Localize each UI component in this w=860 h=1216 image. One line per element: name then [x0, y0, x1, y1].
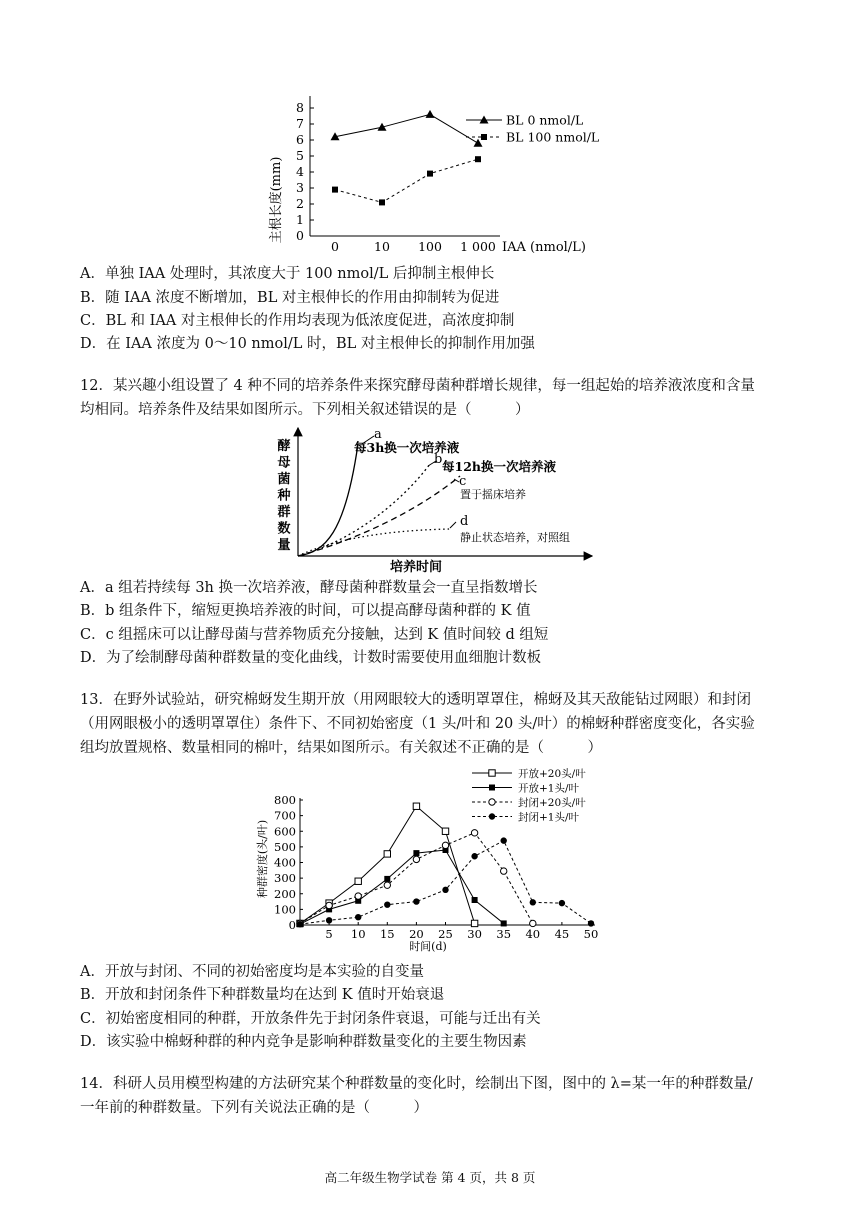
- q13-y-tick-label: 600: [274, 824, 296, 839]
- q13-point-0: [355, 878, 361, 884]
- q12-option-c: C．c 组摇床可以让酵母菌与营养物质充分接触，达到 K 值时间较 d 组短: [80, 627, 549, 643]
- q13-legend-marker-0: [489, 770, 495, 776]
- q13-x-tick-label: 50: [583, 927, 599, 941]
- q13-legend-marker-1: [489, 785, 495, 791]
- q12-stem-line-2: 均相同。培养条件及结果如图所示。下列相关叙述错误的是（ ）: [80, 402, 530, 418]
- curve-a-letter: a: [374, 427, 382, 442]
- q11-y-tick-label: 8: [296, 100, 304, 115]
- q13-x-tick-label: 45: [554, 927, 570, 941]
- q13-point-2: [530, 920, 536, 926]
- q13-option-c: C．初始密度相同的种群，开放条件先于封闭条件衰退，可能与迁出有关: [80, 1011, 541, 1027]
- q11-xlabel: IAA (nmol/L): [502, 240, 586, 255]
- q13-xlabel: 时间(d): [409, 940, 447, 953]
- q13-point-3: [588, 920, 594, 926]
- q13-point-1: [384, 876, 390, 882]
- q12-ylabel-char: 母: [277, 455, 291, 471]
- q13-option-d: D．该实验中棉蚜种群的种内竞争是影响种群数量变化的主要生物因素: [80, 1034, 527, 1050]
- q13-option-a: A．开放与封闭、不同的初始密度均是本实验的自变量: [80, 964, 424, 980]
- q14-stem-line-2: 一年前的种群数量。下列有关说法正确的是（ ）: [80, 1100, 428, 1116]
- q13-point-3: [442, 887, 448, 893]
- q13-point-1: [501, 920, 507, 926]
- q13-point-3: [413, 898, 419, 904]
- q11-point-1: [475, 156, 481, 162]
- q14-stem-line-1: 14．科研人员用模型构建的方法研究某个种群数量的变化时，绘制出下图，图中的 λ=某一年的种群数量/: [80, 1076, 753, 1092]
- q13-y-tick-label: 700: [274, 808, 296, 823]
- yeast-growth-chart: [270, 424, 600, 574]
- q13-x-tick-label: 40: [525, 927, 541, 941]
- q13-legend-label-3: 封闭+1头/叶: [518, 811, 580, 824]
- q11-series-line-1: [335, 159, 478, 202]
- page-footer: 高二年级生物学试卷 第 4 页，共 8 页: [324, 1170, 536, 1185]
- q11-option-c: C．BL 和 IAA 对主根伸长的作用均表现为低浓度促进，高浓度抑制: [80, 313, 515, 329]
- q12-ylabel-char: 量: [277, 538, 291, 553]
- q11-x-tick-label: 0: [331, 239, 339, 254]
- curve-d-note: 静止状态培养，对照组: [460, 531, 570, 544]
- q13-stem-line-3: 组均放置规格、数量相同的棉叶，结果如图所示。有关叙述不正确的是（ ）: [80, 740, 602, 756]
- q11-y-tick-label: 5: [296, 148, 304, 163]
- q13-y-tick-label: 300: [274, 871, 296, 886]
- q11-legend-label-1: BL 100 nmol/L: [506, 129, 600, 145]
- q12-option-b: B．b 组条件下，缩短更换培养液的时间，可以提高酵母菌种群的 K 值: [80, 603, 531, 619]
- q12-ylabel-char: 菌: [277, 472, 291, 487]
- q11-y-tick-label: 0: [296, 228, 304, 243]
- q13-y-tick-label: 800: [274, 793, 296, 807]
- q13-stem-line-2: （用网眼极小的透明罩罩住）条件下、不同初始密度（1 头/叶和 20 头/叶）的棉蚜种群密度变化，各实验: [80, 716, 755, 732]
- q13-point-3: [297, 921, 303, 927]
- q11-x-tick-label: 10: [374, 239, 390, 254]
- q13-series-line-3: [300, 841, 591, 925]
- q13-point-0: [384, 851, 390, 857]
- q11-point-1: [427, 171, 433, 177]
- q12-ylabel-char: 酵: [277, 439, 291, 454]
- q12-ylabel-char: 种: [277, 488, 291, 504]
- iaa-bl-root-chart: [260, 88, 600, 258]
- curve-d-letter: d: [460, 514, 469, 529]
- curve-c-letter: c: [459, 474, 467, 489]
- q12-stem-line-1: 12．某兴趣小组设置了 4 种不同的培养条件来探究酵母菌种群增长规律，每一组起始的培养液浓度和含量: [80, 378, 755, 394]
- curve-d: [298, 529, 450, 556]
- q13-x-tick-label: 20: [409, 927, 424, 941]
- q13-ylabel: 种群密度(头/叶): [256, 819, 269, 899]
- q13-x-tick-label: 35: [496, 927, 512, 941]
- q12-option-a: A．a 组若持续每 3h 换一次培养液，酵母菌种群数量会一直呈指数增长: [80, 580, 538, 596]
- q13-point-0: [413, 803, 419, 809]
- q13-legend-label-2: 封闭+20头/叶: [518, 797, 586, 809]
- aphid-density-chart: [250, 762, 610, 962]
- q13-point-2: [471, 830, 477, 836]
- q13-point-0: [471, 920, 477, 926]
- q13-point-3: [384, 901, 390, 907]
- q13-x-tick-label: 25: [438, 927, 453, 941]
- q12-ylabel-char: 数: [277, 521, 291, 537]
- q13-point-2: [326, 902, 332, 908]
- q13-legend-label-0: 开放+20头/叶: [518, 768, 586, 780]
- q11-y-tick-label: 3: [296, 180, 304, 195]
- q12-xlabel: 培养时间: [390, 560, 443, 574]
- q13-point-2: [501, 868, 507, 874]
- q13-point-3: [501, 837, 507, 843]
- q13-x-tick-label: 5: [325, 927, 333, 941]
- curve-c: [298, 476, 460, 556]
- q13-point-2: [355, 893, 361, 899]
- curve-c-note: 置于摇床培养: [460, 488, 526, 501]
- pointer-d: [450, 522, 456, 528]
- q13-point-1: [472, 897, 478, 903]
- q13-x-tick-label: 10: [350, 927, 366, 941]
- q13-point-3: [355, 914, 361, 920]
- q13-y-tick-label: 500: [274, 839, 296, 854]
- q13-point-3: [530, 899, 536, 905]
- q13-legend-marker-3: [489, 813, 495, 819]
- q11-point-0: [426, 110, 435, 118]
- q13-y-tick-label: 0: [288, 918, 296, 932]
- q13-series-line-2: [300, 833, 533, 924]
- q13-y-tick-label: 200: [274, 886, 296, 901]
- q13-y-tick-label: 400: [274, 855, 296, 870]
- q13-point-1: [413, 850, 419, 856]
- q13-series-line-1: [300, 850, 504, 924]
- q13-point-2: [442, 842, 448, 848]
- q13-option-b: B．开放和封闭条件下种群数量均在达到 K 值时开始衰退: [80, 987, 445, 1003]
- q13-legend-label-1: 开放+1头/叶: [518, 782, 580, 795]
- q11-y-tick-label: 2: [296, 196, 304, 211]
- q13-point-0: [442, 828, 448, 834]
- q12-option-d: D．为了绘制酵母菌种群数量的变化曲线，计数时需要使用血细胞计数板: [80, 650, 542, 666]
- q13-legend-marker-2: [489, 799, 495, 805]
- q11-option-b: B．随 IAA 浓度不断增加，BL 对主根伸长的作用由抑制转为促进: [80, 290, 500, 306]
- q11-ylabel: 主根长度(mm): [269, 156, 284, 244]
- q13-point-3: [326, 917, 332, 923]
- q11-point-1: [332, 187, 338, 193]
- q11-legend-label-0: BL 0 nmol/L: [506, 112, 584, 128]
- q13-point-3: [471, 853, 477, 859]
- curve-b-letter: b: [434, 452, 443, 467]
- q11-x-tick-label: 1 000: [460, 239, 496, 254]
- q11-series-line-0: [335, 114, 478, 143]
- q13-x-tick-label: 30: [467, 927, 482, 941]
- q13-point-3: [559, 900, 565, 906]
- q13-stem-line-1: 13．在野外试验站，研究棉蚜发生期开放（用网眼较大的透明罩罩住，棉蚜及其天敌能钻过网眼）和封闭: [80, 692, 751, 708]
- q11-y-tick-label: 7: [296, 116, 304, 131]
- q13-point-2: [413, 856, 419, 862]
- q11-option-a: A．单独 IAA 处理时，其浓度大于 100 nmol/L 后抑制主根伸长: [80, 266, 495, 282]
- q13-x-tick-label: 15: [379, 927, 395, 941]
- q11-legend-marker-1: [481, 134, 487, 140]
- q12-ylabel-char: 群: [277, 505, 291, 520]
- q11-x-tick-label: 100: [418, 239, 442, 254]
- q11-option-d: D．在 IAA 浓度为 0～10 nmol/L 时，BL 对主根伸长的抑制作用加强: [80, 336, 535, 352]
- curve-a-note: 每3h换一次培养液: [354, 440, 460, 455]
- q11-point-1: [379, 199, 385, 205]
- q13-y-tick-label: 100: [274, 902, 296, 917]
- q11-y-tick-label: 6: [296, 132, 304, 147]
- q12-ylabel: [276, 438, 291, 553]
- q13-point-2: [384, 882, 390, 888]
- q11-y-tick-label: 1: [296, 212, 304, 227]
- q11-y-tick-label: 4: [296, 164, 304, 179]
- curve-b-note: 每12h换一次培养液: [442, 459, 556, 474]
